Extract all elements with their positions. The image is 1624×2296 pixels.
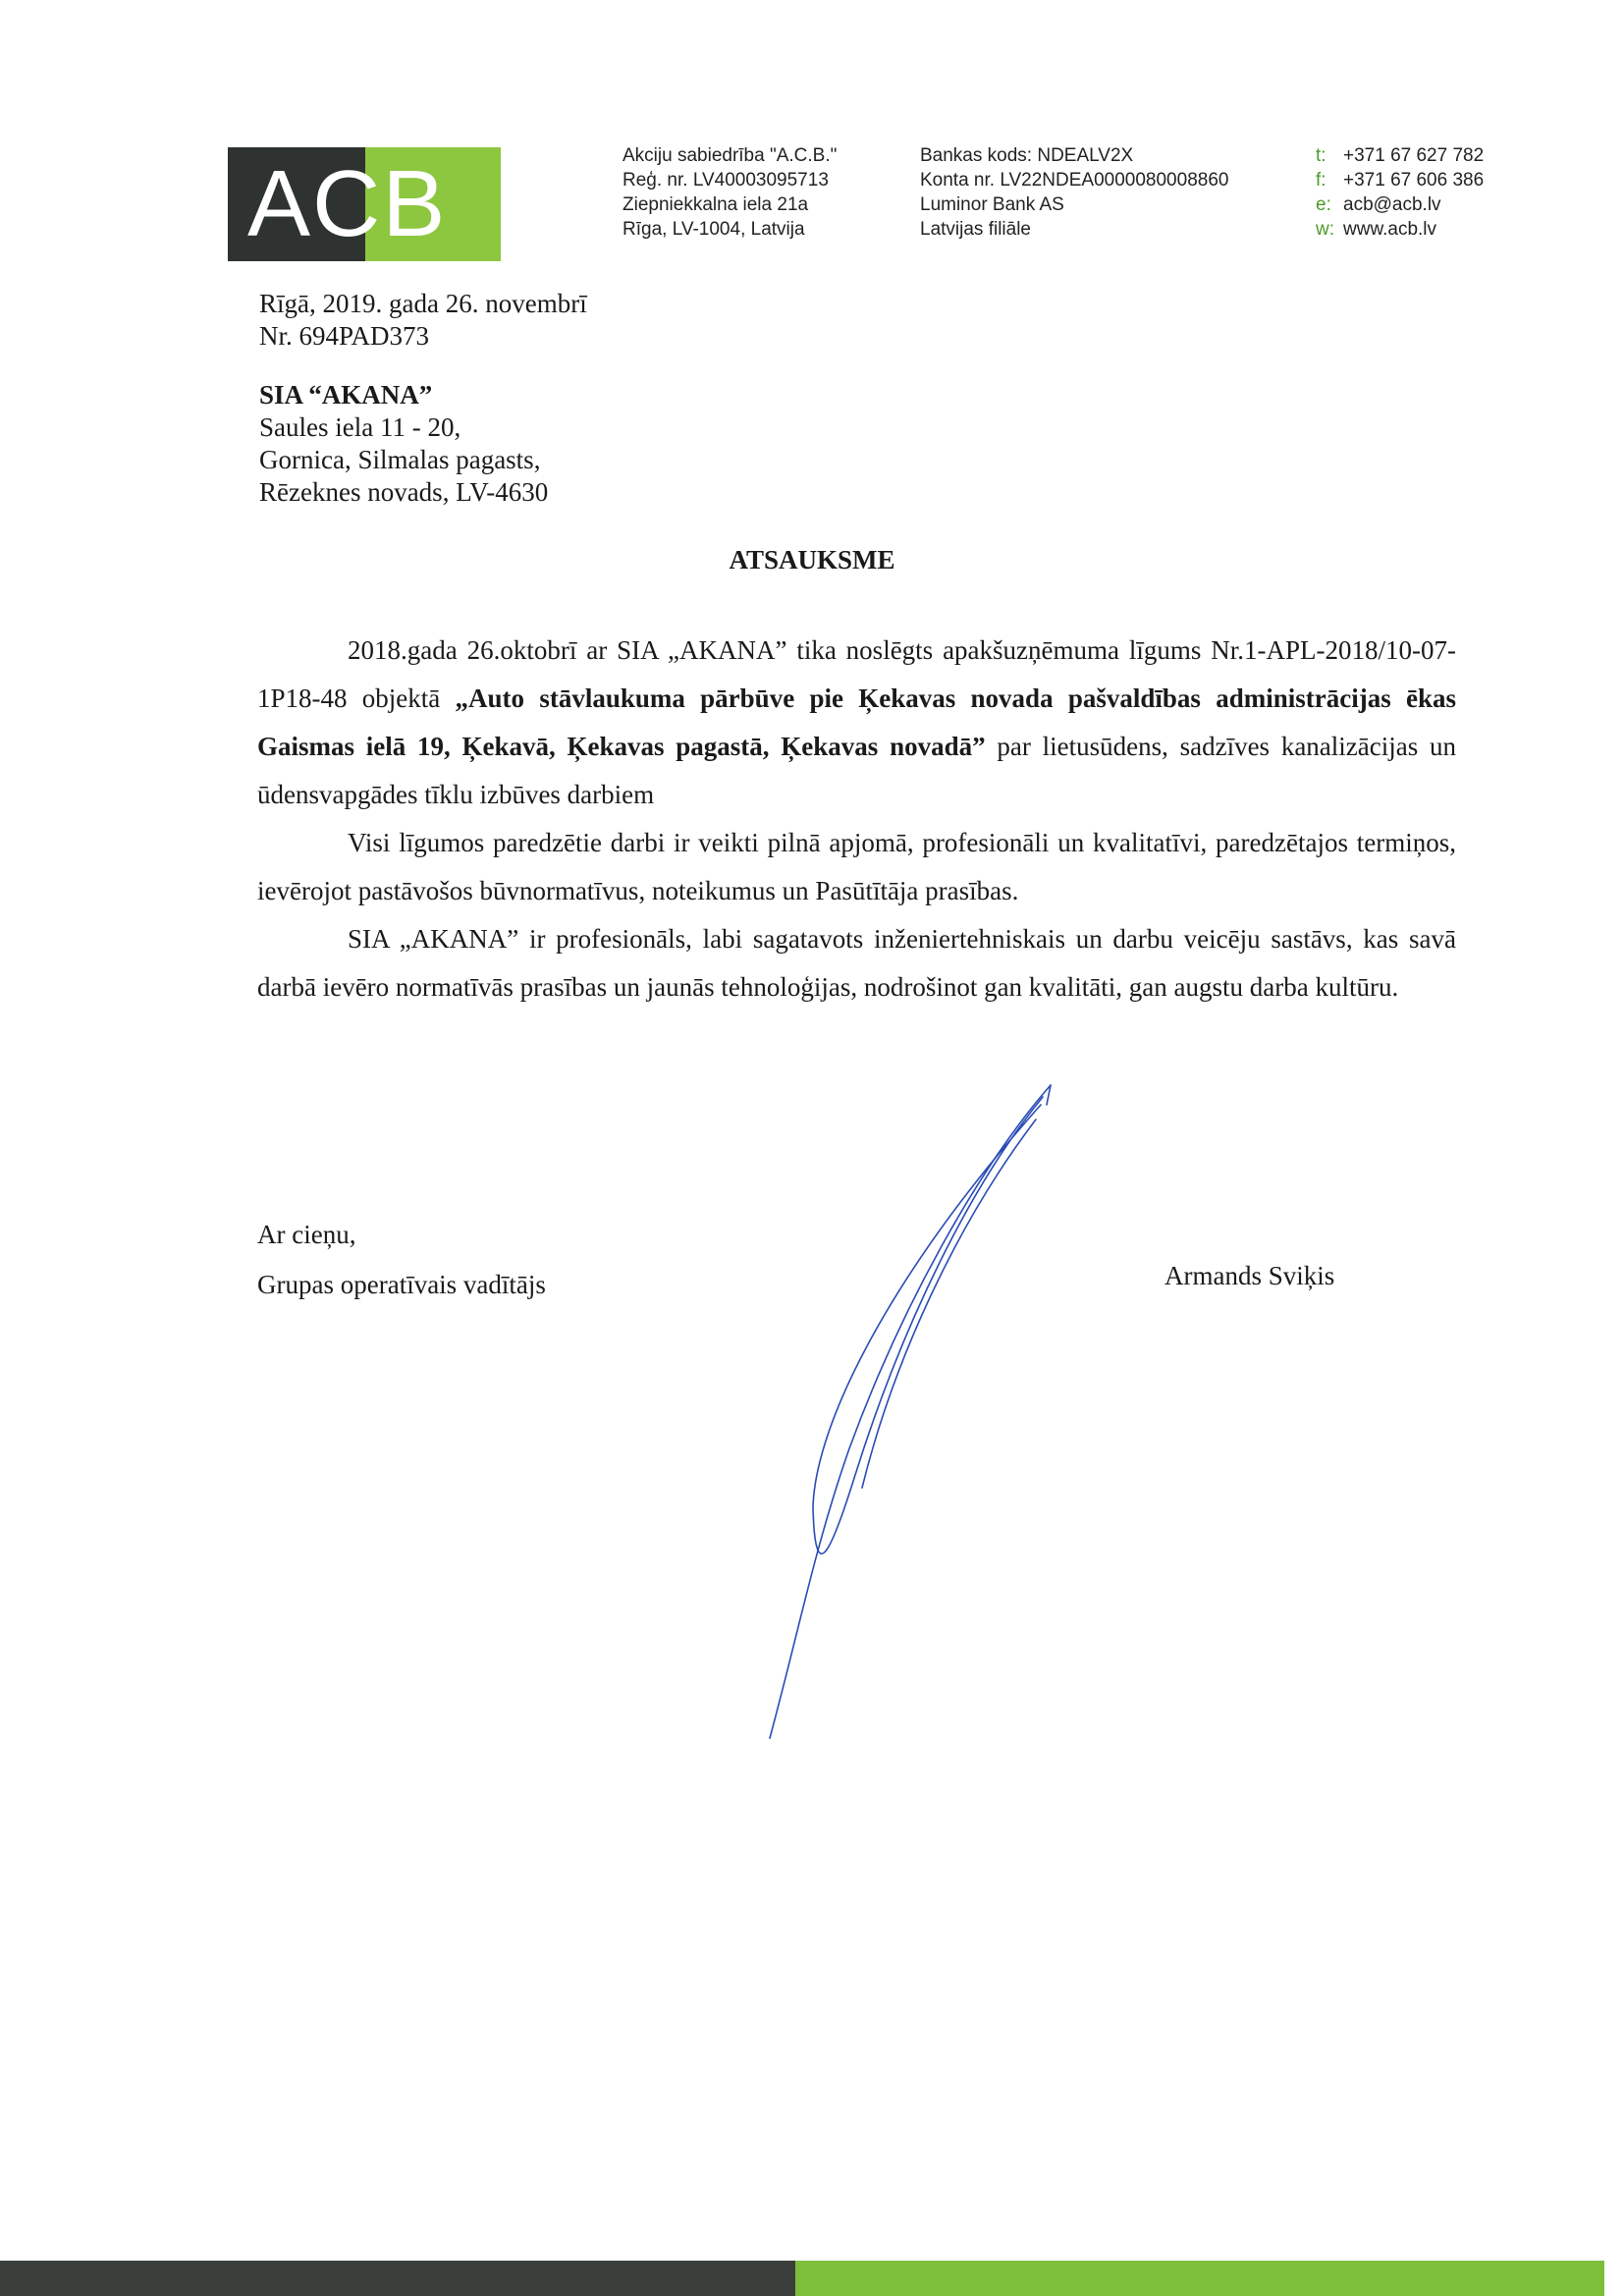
contact-fax: [1316, 168, 1484, 192]
signer-name: Armands Sviķis: [1164, 1261, 1335, 1290]
contact-web-prefix: w:: [1316, 219, 1334, 240]
bank-account: Konta nr. LV22NDEA0000080008860: [920, 170, 1229, 191]
letterhead-company: [623, 143, 837, 242]
paragraph-1-text: 2018.gada 26.oktobrī ar SIA „AKANA” tika noslēgts apakšuzņēmuma līgums Nr.1-APL-2018/10-07-1P18-48 objektā: [257, 635, 1456, 713]
company-city: Rīga, LV-1004, Latvija: [623, 219, 805, 240]
paragraph-1-tail: par lietusūdens, sadzīves kanalizācijas un ūdensvapgādes tīklu izbūves darbiem: [257, 732, 1456, 809]
letter-date-block: [259, 288, 587, 353]
body-paragraph-1: [257, 627, 1456, 819]
recipient-address-line: Rēzeknes novads, LV-4630: [259, 477, 549, 507]
contact-email-prefix: e:: [1316, 194, 1331, 215]
letter-number: Nr. 694PAD373: [259, 321, 430, 351]
letter-date: Rīgā, 2019. gada 26. novembrī: [259, 289, 587, 318]
contact-web-value: www.acb.lv: [1343, 219, 1437, 240]
letter-title: ATSAUKSME: [729, 545, 895, 574]
recipient-name: SIA “AKANA”: [259, 380, 433, 410]
handwritten-signature: [756, 1075, 1070, 1763]
contact-web: [1316, 217, 1484, 242]
project-name: „Auto stāvlaukuma pārbūve pie Ķekavas novada pašvaldības administrācijas ēkas Gaismas ielā 19, Ķekavā, Ķekavas pagastā, Ķekavas novadā”: [257, 683, 1456, 761]
letterhead-bank: [920, 143, 1228, 242]
contact-email: [1316, 192, 1484, 217]
body-paragraph-2: Visi līgumos paredzētie darbi ir veikti pilnā apjomā, profesionāli un kvalitatīvi, paredzētajos termiņos, ievērojot pastāvošos būvnormatīvus, noteikumus un Pasūtītāja prasības.: [257, 828, 1456, 905]
contact-fax-value: +371 67 606 386: [1343, 170, 1485, 191]
contact-phone: [1316, 143, 1484, 168]
footer-bar-dark: [0, 2261, 795, 2296]
company-street: Ziepniekkalna iela 21a: [623, 194, 809, 215]
contact-phone-prefix: t:: [1316, 145, 1326, 166]
closing-greeting: Ar cieņu,: [257, 1220, 356, 1249]
closing-block: [257, 1210, 546, 1310]
logo-text: ACB: [247, 151, 448, 256]
company-logo: [228, 147, 501, 261]
company-name: Akciju sabiedrība "A.C.B.": [623, 145, 838, 166]
recipient-block: [259, 379, 548, 509]
footer-bar-green: [795, 2261, 1604, 2296]
letterhead-contacts: [1316, 143, 1484, 242]
recipient-address-line: Saules iela 11 - 20,: [259, 412, 461, 442]
company-reg-number: Reģ. nr. LV40003095713: [623, 170, 829, 191]
recipient-address-line: Gornica, Silmalas pagasts,: [259, 445, 541, 474]
body-paragraph-3: SIA „AKANA” ir profesionāls, labi sagatavots inženiertehniskais un darbu veicēju sastāvs, kas savā darbā ievēro normatīvās prasības un jaunās tehnoloģijas, nodrošinot gan kvalitāti, gan augstu darba kultūru.: [257, 924, 1456, 1002]
contact-phone-value: +371 67 627 782: [1343, 145, 1485, 166]
bank-branch: Latvijas filiāle: [920, 219, 1031, 240]
signer-position: Grupas operatīvais vadītājs: [257, 1270, 546, 1299]
contact-email-value: acb@acb.lv: [1343, 194, 1441, 215]
contact-fax-prefix: f:: [1316, 170, 1326, 191]
letter-body: [257, 627, 1456, 1011]
bank-name: Luminor Bank AS: [920, 194, 1064, 215]
bank-code: Bankas kods: NDEALV2X: [920, 145, 1134, 166]
